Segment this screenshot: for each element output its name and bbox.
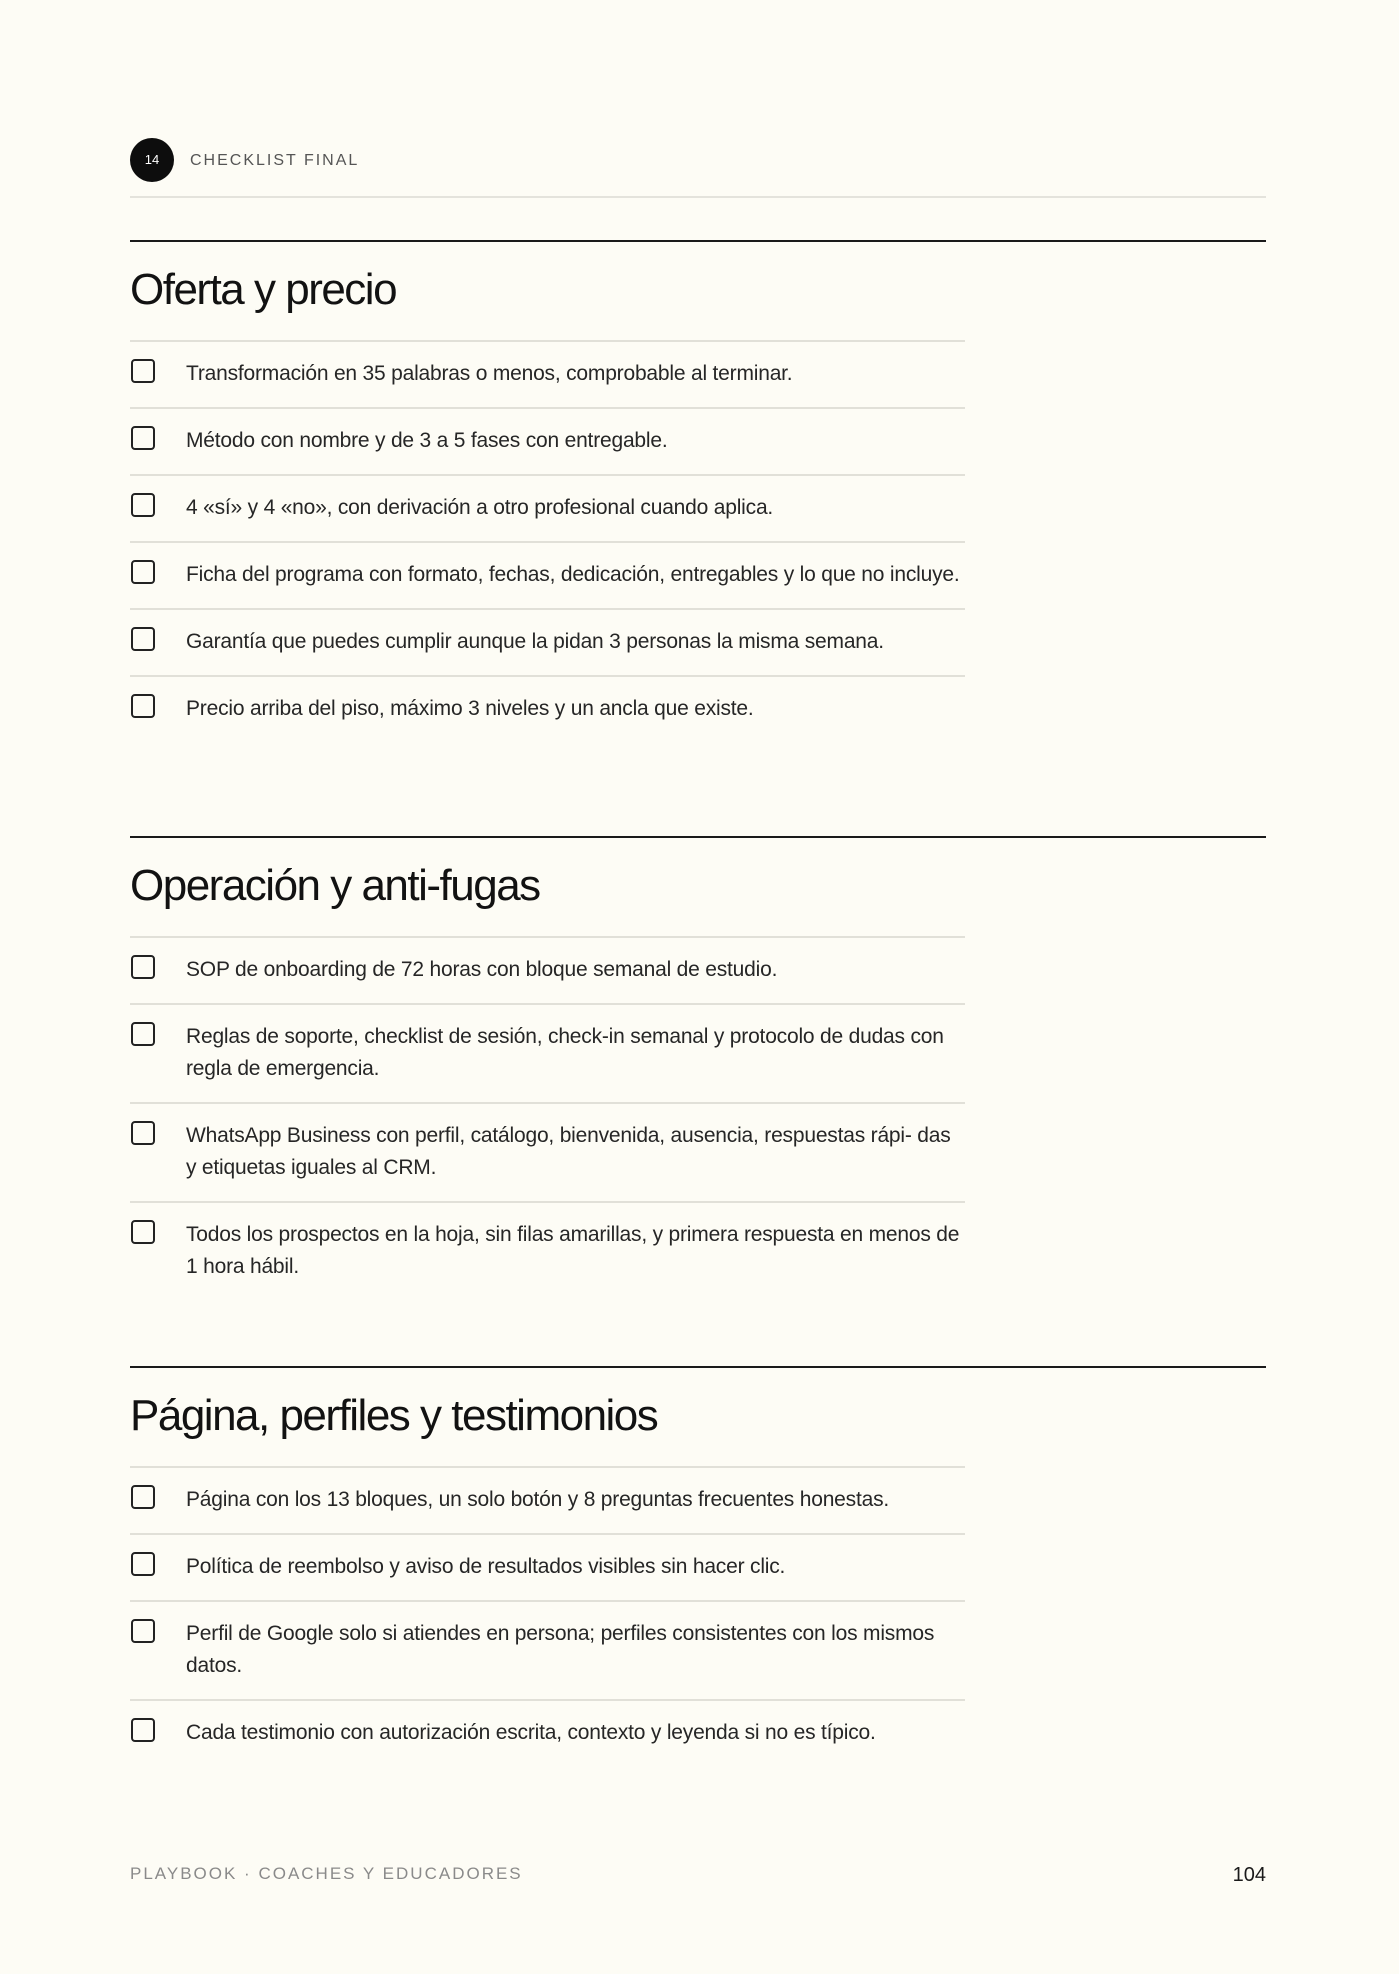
section-title: Operación y anti-fugas — [130, 861, 540, 910]
checkbox[interactable] — [131, 359, 155, 383]
checklist-item — [130, 340, 965, 407]
checkbox[interactable] — [131, 1718, 155, 1742]
checkbox[interactable] — [131, 426, 155, 450]
checklist-item-text: Reglas de soporte, checklist de sesión, check-in semanal y protocolo de dudas con regla de emergencia. — [186, 1025, 944, 1080]
checklist-item — [130, 474, 965, 541]
checkbox[interactable] — [131, 627, 155, 651]
checkbox[interactable] — [131, 493, 155, 517]
chapter-number-badge: 14 — [130, 138, 174, 182]
checkbox[interactable] — [131, 1485, 155, 1509]
checklist-item — [130, 608, 965, 675]
section-title: Oferta y precio — [130, 265, 397, 314]
checklist-item-text: Página con los 13 bloques, un solo botón y 8 preguntas frecuentes honestas. — [186, 1488, 889, 1511]
checklist-item-text: Todos los prospectos en la hoja, sin filas amarillas, y primera respuesta en menos de 1 hora hábil. — [186, 1223, 960, 1278]
checklist-item-text: Ficha del programa con formato, fechas, dedicación, entregables y lo que no incluye. — [186, 563, 960, 586]
page-number: 104 — [1232, 1864, 1266, 1886]
checkbox[interactable] — [131, 1619, 155, 1643]
checklist-item-text: 4 «sí» y 4 «no», con derivación a otro profesional cuando aplica. — [186, 496, 774, 519]
section-title: Página, perfiles y testimonios — [130, 1391, 658, 1440]
checkbox[interactable] — [131, 560, 155, 584]
checklist-item — [130, 675, 965, 742]
section-pagina-perfiles-testimonios — [130, 1366, 1266, 1766]
checklist-item-text: Transformación en 35 palabras o menos, comprobable al terminar. — [186, 362, 793, 385]
checklist-item — [130, 407, 965, 474]
checklist-item — [130, 936, 965, 1003]
footer-running-title: PLAYBOOK · COACHES Y EDUCADORES — [130, 1864, 523, 1883]
section-operacion-y-anti-fugas — [130, 836, 1266, 1300]
checklist-item-text: Precio arriba del piso, máximo 3 niveles y un ancla que existe. — [186, 697, 754, 720]
checklist-item-text: WhatsApp Business con perfil, catálogo, bienvenida, ausencia, respuestas rápi- das y etiquetas iguales al CRM. — [186, 1124, 951, 1179]
checkbox[interactable] — [131, 1220, 155, 1244]
checklist-item-text: Garantía que puedes cumplir aunque la pidan 3 personas la misma semana. — [186, 630, 884, 653]
checklist-item — [130, 1003, 965, 1102]
checklist-item — [130, 1699, 965, 1766]
chapter-title: CHECKLIST FINAL — [190, 152, 360, 169]
chapter-header — [130, 138, 1266, 198]
checkbox[interactable] — [131, 1121, 155, 1145]
checklist-item-text: Perfil de Google solo si atiendes en persona; perfiles consistentes con los mismos datos. — [186, 1622, 935, 1677]
checklist-item — [130, 1600, 965, 1699]
checklist — [130, 1466, 965, 1766]
section-oferta-y-precio — [130, 240, 1266, 742]
checklist-item-text: SOP de onboarding de 72 horas con bloque semanal de estudio. — [186, 958, 778, 981]
checklist-item-text: Cada testimonio con autorización escrita, contexto y leyenda si no es típico. — [186, 1721, 876, 1744]
checklist — [130, 340, 965, 742]
checklist-item — [130, 541, 965, 608]
checklist-item-text: Método con nombre y de 3 a 5 fases con entregable. — [186, 429, 668, 452]
checkbox[interactable] — [131, 694, 155, 718]
checkbox[interactable] — [131, 955, 155, 979]
checklist-item-text: Política de reembolso y aviso de resultados visibles sin hacer clic. — [186, 1555, 786, 1578]
checklist-item — [130, 1533, 965, 1600]
checklist-item — [130, 1102, 965, 1201]
checklist — [130, 936, 965, 1300]
page — [130, 0, 1266, 1974]
checklist-item — [130, 1201, 965, 1300]
checkbox[interactable] — [131, 1552, 155, 1576]
checkbox[interactable] — [131, 1022, 155, 1046]
checklist-item — [130, 1466, 965, 1533]
